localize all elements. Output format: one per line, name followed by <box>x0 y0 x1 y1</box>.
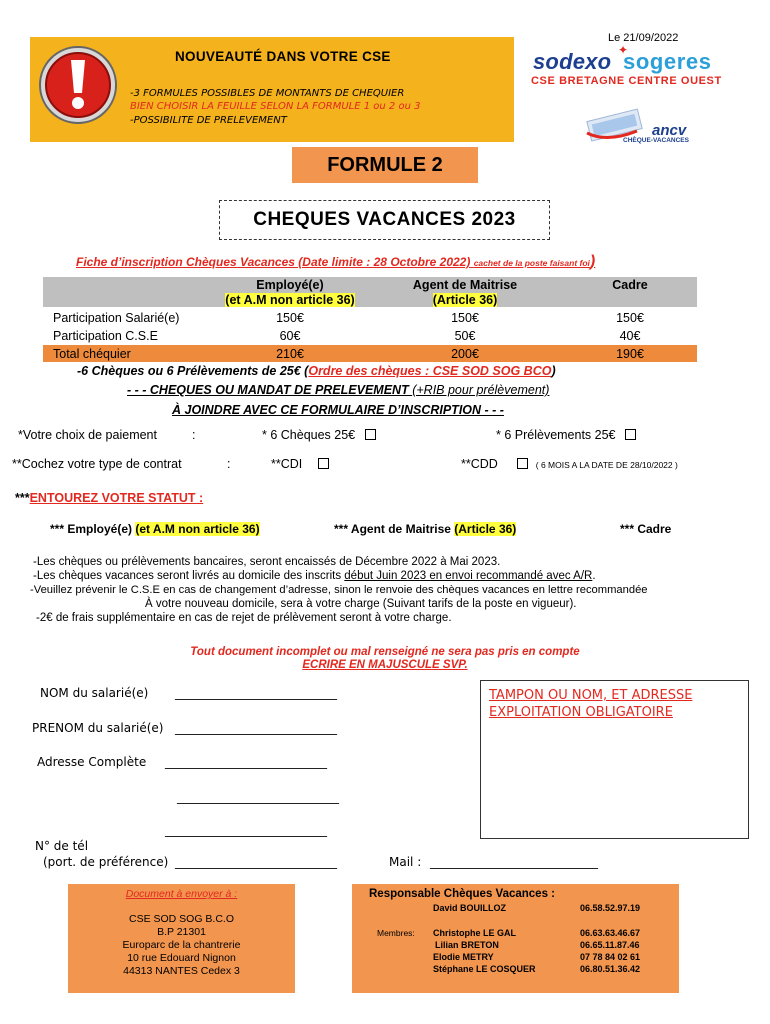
member-phone: 06.80.51.36.42 <box>580 964 641 974</box>
fiche-line <box>76 253 595 271</box>
contract-type-colon: : <box>227 457 231 471</box>
row-label: Participation Salarié(e) <box>53 311 180 325</box>
page-title: CHEQUES VACANCES 2023 <box>219 200 550 240</box>
statut-heading: ***ENTOUREZ VOTRE STATUT : <box>15 491 204 505</box>
info-line-5: -2€ de frais supplémentaire en cas de rejet de prélèvement seront à votre charge. <box>36 612 452 624</box>
prenom-label: PRENOM du salarié(e) <box>32 721 164 735</box>
col-header-employe-sub: (et A.M non article 36) <box>225 293 355 307</box>
instruction-line-3: À JOINDRE AVEC CE FORMULAIRE D’INSCRIPTION - - - <box>172 403 504 417</box>
organization-name: CSE BRETAGNE CENTRE OUEST <box>531 75 722 87</box>
members-label: Membres: <box>377 928 415 938</box>
fiche-close: ) <box>589 253 596 270</box>
notice-line-3: -POSSIBILITE DE PRELEVEMENT <box>130 115 287 126</box>
option-prelevements: * 6 Prélèvements 25€ <box>496 428 636 442</box>
adresse-label: Adresse Complète <box>37 755 147 769</box>
cell-value: 150€ <box>616 311 644 325</box>
cdd-note: ( 6 MOIS A LA DATE DE 28/10/2022 ) <box>535 460 678 470</box>
payment-choice-label: *Votre choix de paiement <box>18 428 157 442</box>
send-line: CSE SOD SOG B.C.O <box>128 913 235 925</box>
mail-field[interactable]: ____________________________ <box>430 855 598 869</box>
info-line-3: -Veuillez prévenir le C.S.E en cas de changement d’adresse, sinon le renvoie des chèques vacances en lettre recommandée <box>30 584 648 596</box>
statut-option-cadre[interactable]: *** Cadre <box>620 522 672 536</box>
member-phone: 06.63.63.46.67 <box>580 928 641 938</box>
cell-value: 40€ <box>619 329 641 343</box>
col-header-maitrise-sub: (Article 36) <box>432 293 498 307</box>
cell-value: 60€ <box>279 329 301 343</box>
option-cdi: **CDI <box>271 457 329 471</box>
send-line: 44313 NANTES Cedex 3 <box>123 965 240 977</box>
nom-label: NOM du salarié(e) <box>40 686 149 700</box>
cell-value: 210€ <box>276 347 304 361</box>
notice-title: NOUVEAUTÉ DANS VOTRE CSE <box>175 49 391 64</box>
statut-option-maitrise[interactable]: *** Agent de Maitrise (Article 36) <box>334 522 517 536</box>
cheque-order: Ordre des chèques : CSE SOD SOG BCO <box>308 364 552 378</box>
member-name: Christophe LE GAL <box>433 928 516 938</box>
adresse-field-3[interactable]: ___________________________ <box>165 823 327 837</box>
cell-value: 190€ <box>616 347 644 361</box>
instruction-line-2: - - - CHEQUES OU MANDAT DE PRELEVEMENT (+RIB pour prélèvement) <box>127 383 550 397</box>
warning-line-2: ECRIRE EN MAJUSCULE SVP. <box>302 659 468 671</box>
ancv-logo: ancv <box>652 122 687 139</box>
notice-line-1: -3 FORMULES POSSIBLES DE MONTANTS DE CHEQUIER <box>130 88 405 99</box>
sodexo-logo: sodexo <box>533 49 612 74</box>
lead-name: David BOUILLOZ <box>433 903 507 913</box>
cell-value: 150€ <box>451 311 479 325</box>
adresse-field-1[interactable]: ___________________________ <box>165 755 327 769</box>
star-icon: ✦ <box>618 43 629 57</box>
mail-label: Mail : <box>389 855 422 869</box>
lead-phone: 06.58.52.97.19 <box>580 903 641 913</box>
formule-banner: FORMULE 2 <box>292 147 478 183</box>
statut-option-employe[interactable]: *** Employé(e) (et A.M non article 36) <box>50 522 260 536</box>
prelevements-checkbox[interactable] <box>625 429 636 440</box>
cheques-checkbox[interactable] <box>365 429 376 440</box>
tel-label: N° de tél <box>35 839 89 853</box>
option-cheques: * 6 Chèques 25€ <box>262 428 376 442</box>
col-header-cadre: Cadre <box>612 278 648 292</box>
member-phone: 07 78 84 02 61 <box>580 952 641 962</box>
info-line-2: -Les chèques vacances seront livrés au domicile des inscrits début Juin 2023 en envoi recommandé avec A/R. <box>33 570 596 582</box>
cdi-checkbox[interactable] <box>318 458 329 469</box>
tel-pref-label: (port. de préférence) <box>43 855 169 869</box>
cdd-checkbox[interactable] <box>517 458 528 469</box>
cell-value: 50€ <box>454 329 476 343</box>
member-name: Lilian BRETON <box>435 940 499 950</box>
info-line-4: À votre nouveau domicile, sera à votre charge (Suivant tarifs de la poste en vigueur). <box>145 598 577 610</box>
responsable-box <box>352 884 679 993</box>
col-header-employe: Employé(e) (et A.M non article 36) <box>225 278 355 307</box>
row-label: Total chéquier <box>53 347 131 361</box>
contract-type-label: **Cochez votre type de contrat <box>12 457 182 471</box>
info-line-1: -Les chèques ou prélèvements bancaires, seront encaissés de Décembre 2022 à Mai 2023. <box>33 556 501 568</box>
adresse-field-2[interactable]: ___________________________ <box>177 790 339 804</box>
cell-value: 150€ <box>276 311 304 325</box>
member-name: Elodie METRY <box>433 952 494 962</box>
send-line: Europarc de la chantrerie <box>122 939 241 951</box>
send-box-title: Document à envoyer à : <box>125 888 238 900</box>
send-line: 10 rue Edouard Nignon <box>127 952 236 964</box>
row-label: Participation C.S.E <box>53 329 158 343</box>
instruction-line-1: -6 Chèques ou 6 Prélèvements de 25€ (Ordre des chèques : CSE SOD SOG BCO) <box>77 364 556 378</box>
fiche-text: Fiche d’inscription Chèques Vacances (Date limite : 28 Octobre 2022) <box>76 255 471 269</box>
col-header-maitrise: Agent de Maitrise (Article 36) <box>412 278 518 307</box>
cell-value: 200€ <box>451 347 479 361</box>
warning-line-1: Tout document incomplet ou mal renseigné ne sera pas pris en compte <box>190 646 580 658</box>
payment-choice-colon: : <box>192 428 196 442</box>
stamp-text: TAMPON OU NOM, ET ADRESSE EXPLOITATION OBLIGATOIRE <box>489 688 693 720</box>
responsable-title: Responsable Chèques Vacances : <box>369 888 555 900</box>
option-cdd: **CDD ( 6 MOIS A LA DATE DE 28/10/2022 ) <box>461 457 678 471</box>
notice-line-2: BIEN CHOISIR LA FEUILLE SELON LA FORMULE 1 ou 2 ou 3 <box>130 101 421 112</box>
sogeres-logo: sogeres <box>623 49 712 74</box>
tel-field[interactable]: ___________________________ <box>175 855 337 869</box>
fiche-small-note: cachet de la poste faisant foi <box>473 258 590 268</box>
document-date: Le 21/09/2022 <box>608 32 679 44</box>
member-name: Stéphane LE COSQUER <box>433 964 536 974</box>
exclamation-icon <box>36 40 120 135</box>
ancv-subtitle: CHÈQUE-VACANCES <box>623 137 689 144</box>
nom-field[interactable]: ___________________________ <box>175 686 337 700</box>
send-line: B.P 21301 <box>157 926 206 938</box>
member-phone: 06.65.11.87.46 <box>580 940 640 950</box>
prenom-field[interactable]: ___________________________ <box>175 721 337 735</box>
